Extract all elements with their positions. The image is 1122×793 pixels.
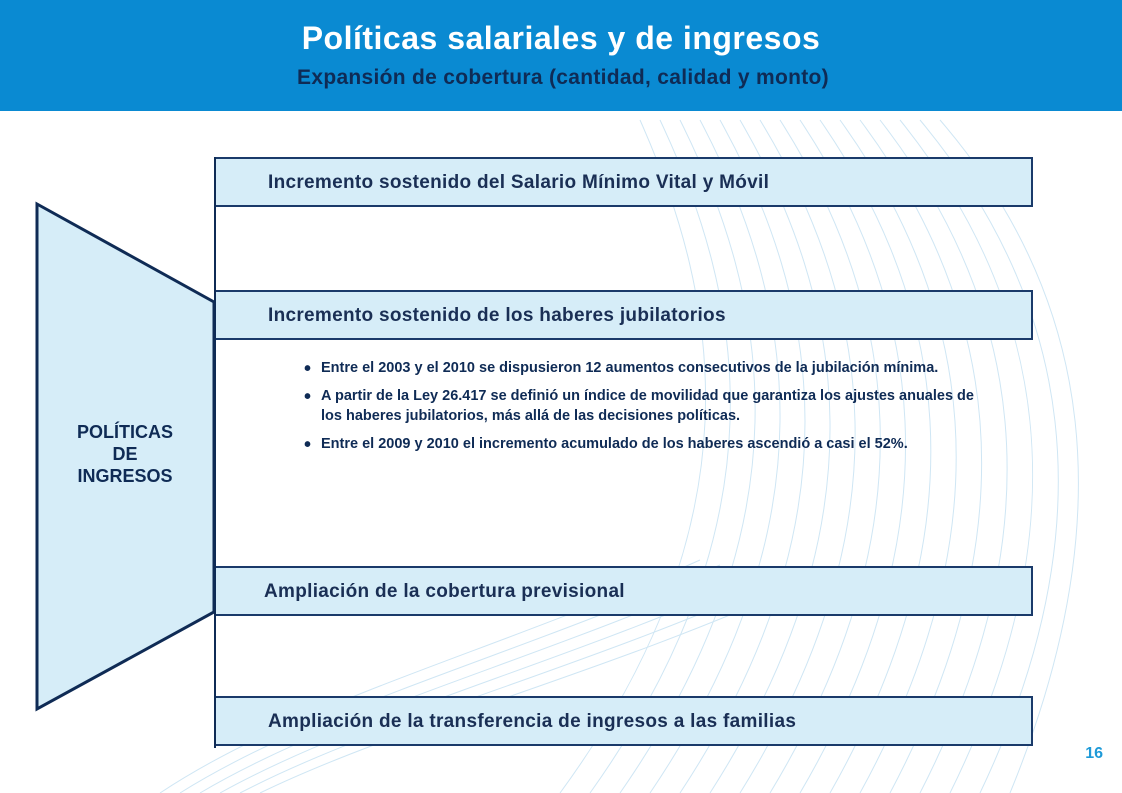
- bullet-text: A partir de la Ley 26.417 se definió un índice de movilidad que garantiza los ajustes anuales de los haberes jubilatorios, más allá de las decisiones políticas.: [321, 388, 974, 424]
- list-item: [300, 358, 980, 378]
- policy-item-label: Ampliación de la transferencia de ingresos a las familias: [268, 711, 797, 732]
- funnel-label-line-3: INGRESOS: [77, 466, 173, 486]
- bullet-text: Entre el 2009 y 2010 el incremento acumulado de los haberes ascendió a casi el 52%.: [321, 436, 908, 452]
- funnel-label-line-1: POLÍTICAS: [76, 422, 173, 442]
- page-number: 16: [1085, 745, 1103, 762]
- bullet-icon: •: [304, 358, 312, 380]
- list-item: [300, 386, 980, 426]
- funnel-label-line-2: DE: [112, 444, 138, 464]
- policy-item-coverage: [216, 566, 1033, 616]
- policy-item-family-transfers: [216, 696, 1033, 746]
- bullet-icon: •: [304, 386, 312, 408]
- policy-item-label: Ampliación de la cobertura previsional: [264, 581, 625, 602]
- policy-item-pensions: [216, 290, 1033, 340]
- pension-bullet-list: [300, 358, 980, 462]
- bullet-icon: •: [304, 434, 312, 456]
- policy-item-label: Incremento sostenido del Salario Mínimo Vital y Móvil: [268, 172, 770, 193]
- vertical-divider: [214, 157, 216, 748]
- page-subtitle: Expansión de cobertura (cantidad, calidad y monto): [297, 66, 829, 89]
- policy-item-minimum-wage: [216, 157, 1033, 207]
- bullet-text: Entre el 2003 y el 2010 se dispusieron 12 aumentos consecutivos de la jubilación mínima.: [321, 360, 939, 376]
- page-title: Políticas salariales y de ingresos: [301, 20, 821, 56]
- funnel-label: [40, 421, 210, 487]
- policy-item-label: Incremento sostenido de los haberes jubilatorios: [268, 305, 726, 326]
- list-item: [300, 434, 980, 454]
